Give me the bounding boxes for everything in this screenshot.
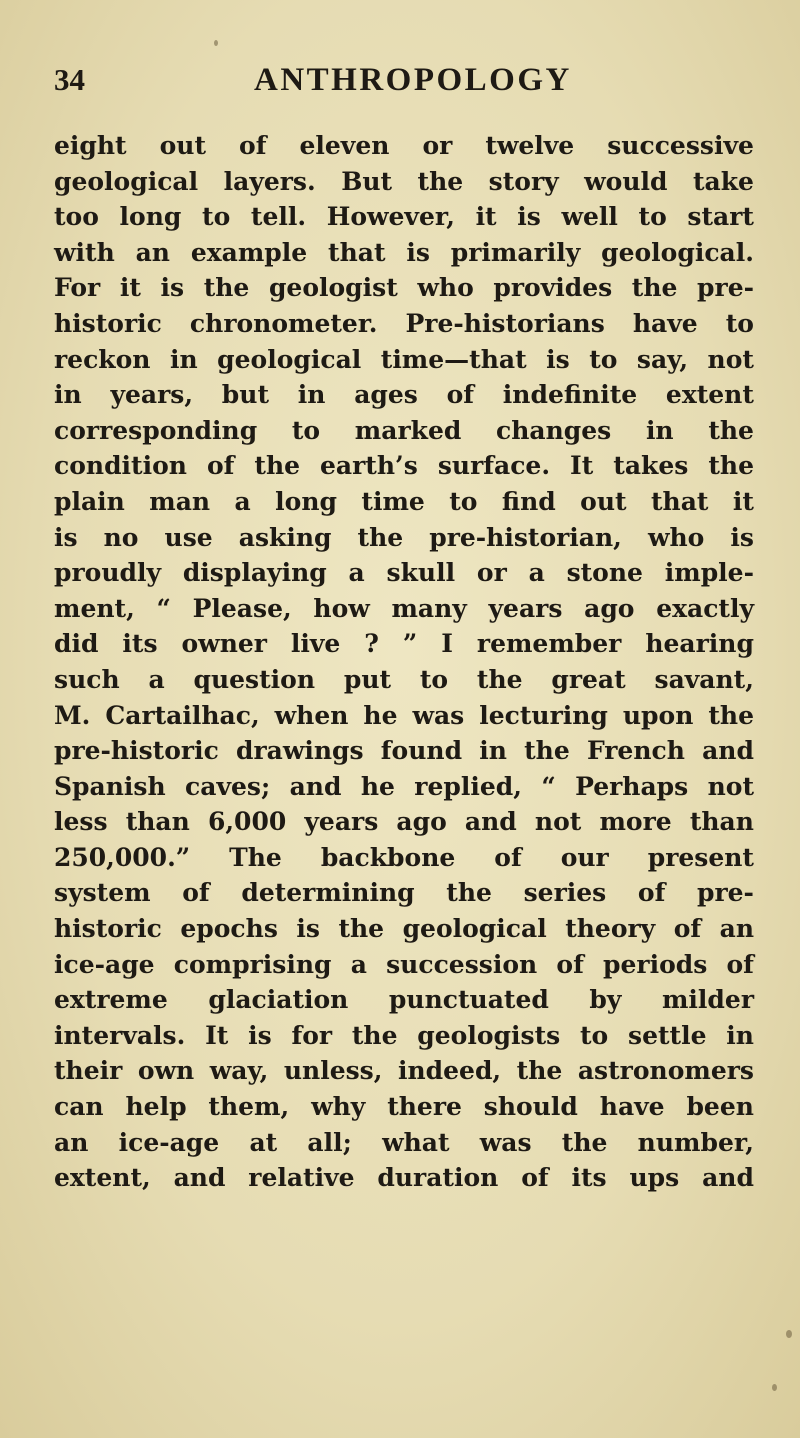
text-line: 250,000.” The backbone of our present [54, 842, 754, 872]
text-line: geological layers. But the story would take [54, 166, 754, 196]
text-line: historic epochs is the geological theory of an [54, 914, 754, 944]
text-line: ice-age comprising a succession of periods of [54, 949, 754, 979]
text-line: For it is the geologist who provides the pre- [54, 273, 754, 303]
text-line: intervals. It is for the geologists to settle in [54, 1020, 754, 1050]
paper-speck [786, 1330, 792, 1338]
text-line: such a question put to the great savant, [54, 664, 754, 694]
text-line: extreme glaciation punctuated by milder [54, 985, 754, 1015]
body-text [54, 128, 754, 1196]
running-title: ANTHROPOLOGY [254, 62, 572, 98]
text-line: ment, “ Please, how many years ago exactly [54, 593, 754, 623]
text-line: too long to tell. However, it is well to start [54, 202, 754, 232]
text-line: did its owner live ? ” I remember hearing [54, 629, 754, 659]
text-line: proudly displaying a skull or a stone imple- [54, 558, 754, 588]
text-line: with an example that is primarily geological. [54, 237, 754, 267]
text-line: an ice-age at all; what was the number, [54, 1127, 754, 1157]
text-line: corresponding to marked changes in the [54, 415, 754, 445]
text-line: pre-historic drawings found in the French and [54, 736, 754, 766]
text-line: M. Cartailhac, when he was lecturing upon the [54, 700, 754, 730]
running-head [54, 60, 754, 110]
text-line: their own way, unless, indeed, the astronomers [54, 1056, 754, 1086]
text-line: eight out of eleven or twelve successive [54, 131, 754, 160]
text-line: less than 6,000 years ago and not more than [54, 807, 754, 837]
text-line: extent, and relative duration of its ups and [54, 1163, 754, 1193]
text-line: Spanish caves; and he replied, “ Perhaps not [54, 771, 754, 801]
text-line: condition of the earth’s surface. It takes the [54, 451, 754, 481]
text-line: historic chronometer. Pre-historians have to [54, 308, 754, 338]
text-line: reckon in geological time—that is to say, not [54, 344, 754, 374]
paper-speck [772, 1384, 777, 1391]
page-number: 34 [54, 62, 85, 97]
paper-speck [214, 40, 218, 46]
text-line: can help them, why there should have been [54, 1092, 754, 1122]
text-line: is no use asking the pre-historian, who is [54, 522, 754, 552]
text-line: in years, but in ages of indefinite extent [54, 380, 754, 410]
text-line: plain man a long time to find out that it [54, 486, 754, 516]
text-line: system of determining the series of pre- [54, 878, 754, 908]
